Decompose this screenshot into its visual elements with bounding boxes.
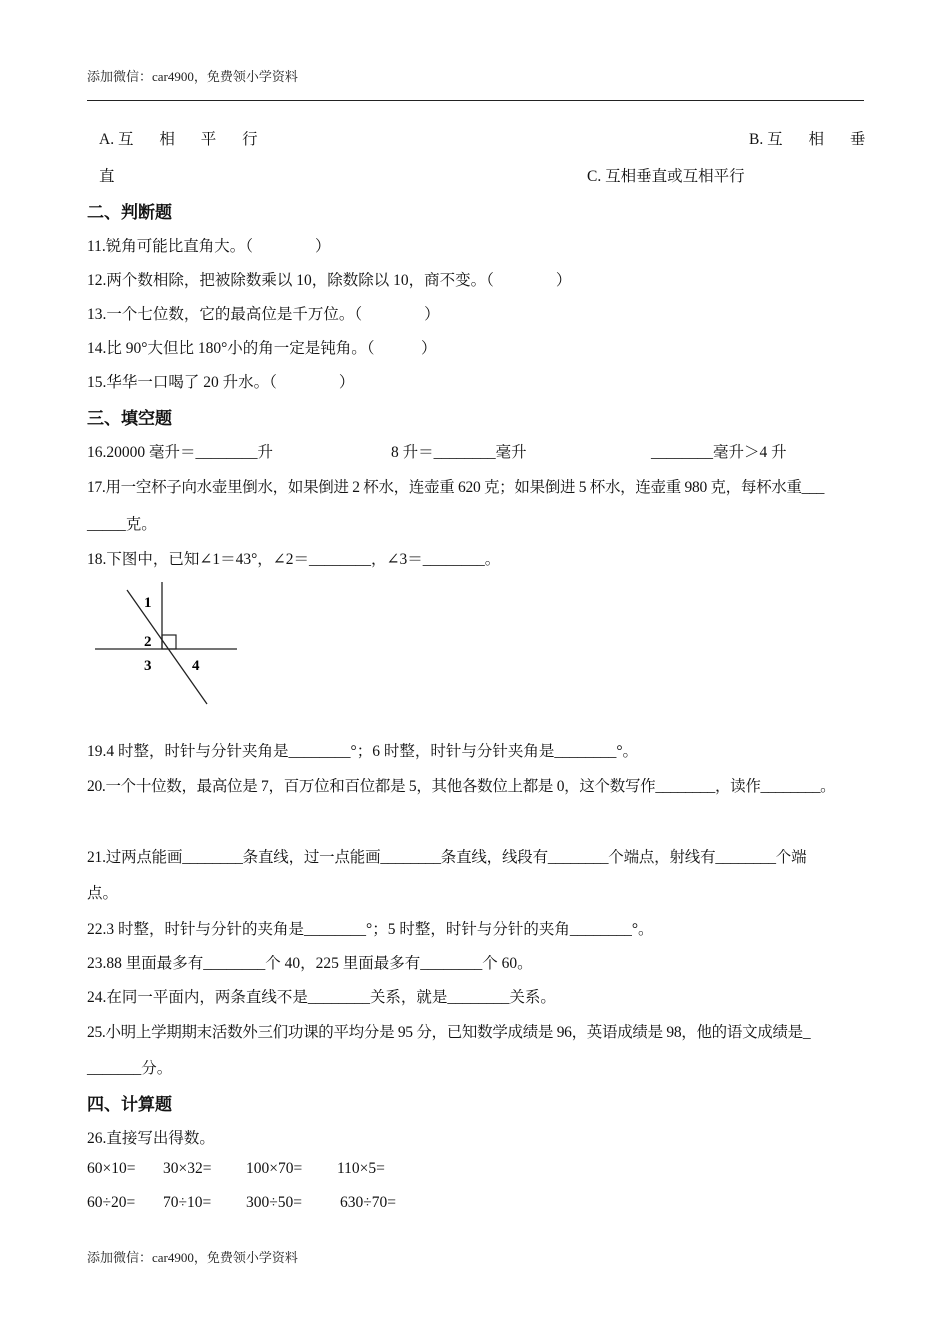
question-23: 23.88 里面最多有________个 40，225 里面最多有________个 60。 <box>87 955 533 972</box>
option-b-continued: 直 <box>99 168 115 185</box>
option-c: C. 互相垂直或互相平行 <box>587 168 745 185</box>
angle-label-4: 4 <box>192 658 200 674</box>
calc-1-4: 110×5= <box>337 1160 385 1177</box>
question-25-line1: 25.小明上学期期末活数外三们功课的平均分是 95 分，已知数学成绩是 96，英语成绩是 98，他的语文成绩是_ <box>87 1024 811 1041</box>
question-24: 24.在同一平面内，两条直线不是________关系，就是________关系。 <box>87 989 556 1006</box>
question-21-line1: 21.过两点能画________条直线，过一点能画________条直线，线段有________个端点，射线有________个端 <box>87 849 807 866</box>
question-16a: 16.20000 毫升＝________升 <box>87 444 274 461</box>
angle-figure <box>90 580 245 710</box>
question-12: 12.两个数相除，把被除数乘以 10，除数除以 10，商不变。（ ） <box>87 272 572 289</box>
calc-1-3: 100×70= <box>246 1160 303 1177</box>
calc-2-3: 300÷50= <box>246 1194 302 1211</box>
calc-2-2: 70÷10= <box>163 1194 212 1211</box>
option-a: A. 互 相 平 行 <box>99 131 258 148</box>
calc-2-1: 60÷20= <box>87 1194 136 1211</box>
question-15: 15.华华一口喝了 20 升水。（ ） <box>87 374 355 391</box>
question-26: 26.直接写出得数。 <box>87 1130 215 1147</box>
question-22: 22.3 时整，时针与分针的夹角是________°；5 时整，时针与分针的夹角________°。 <box>87 921 654 938</box>
header-divider <box>87 100 864 101</box>
question-19: 19.4 时整，时针与分针夹角是________°；6 时整，时针与分针夹角是________°。 <box>87 743 639 760</box>
question-21-line2: 点。 <box>87 885 119 902</box>
question-20: 20.一个十位数，最高位是 7，百万位和百位都是 5，其他各数位上都是 0，这个数写作________，读作________。 <box>87 778 836 795</box>
question-25-line2: _______分。 <box>87 1060 173 1077</box>
calc-1-1: 60×10= <box>87 1160 136 1177</box>
option-b: B. 互 相 垂 <box>749 131 866 148</box>
question-11: 11.锐角可能比直角大。（ ） <box>87 238 331 255</box>
angle-label-1: 1 <box>144 595 152 611</box>
question-13: 13.一个七位数，它的最高位是千万位。（ ） <box>87 306 440 323</box>
question-17-line2: _____克。 <box>87 516 157 533</box>
question-17-line1: 17.用一空杯子向水壶里倒水，如果倒进 2 杯水，连壶重 620 克；如果倒进 5 杯水，连壶重 980 克，每杯水重___ <box>87 479 825 496</box>
question-18: 18.下图中，已知∠1＝43°，∠2＝________，∠3＝________。 <box>87 551 501 568</box>
question-14: 14.比 90°大但比 180°小的角一定是钝角。（ ） <box>87 340 437 357</box>
angle-label-3: 3 <box>144 658 152 674</box>
question-16c: ________毫升＞4 升 <box>651 444 787 461</box>
page-footer: 添加微信：car4900，免费领小学资料 <box>87 1250 298 1265</box>
question-16b: 8 升＝________毫升 <box>391 444 527 461</box>
page-header: 添加微信：car4900，免费领小学资料 <box>87 69 298 84</box>
calc-2-4: 630÷70= <box>340 1194 396 1211</box>
section-fill-title: 三、填空题 <box>87 409 172 429</box>
slanted-line <box>127 590 207 704</box>
angle-label-2: 2 <box>144 634 152 650</box>
section-judge-title: 二、判断题 <box>87 203 172 223</box>
section-calc-title: 四、计算题 <box>87 1095 172 1115</box>
calc-1-2: 30×32= <box>163 1160 212 1177</box>
